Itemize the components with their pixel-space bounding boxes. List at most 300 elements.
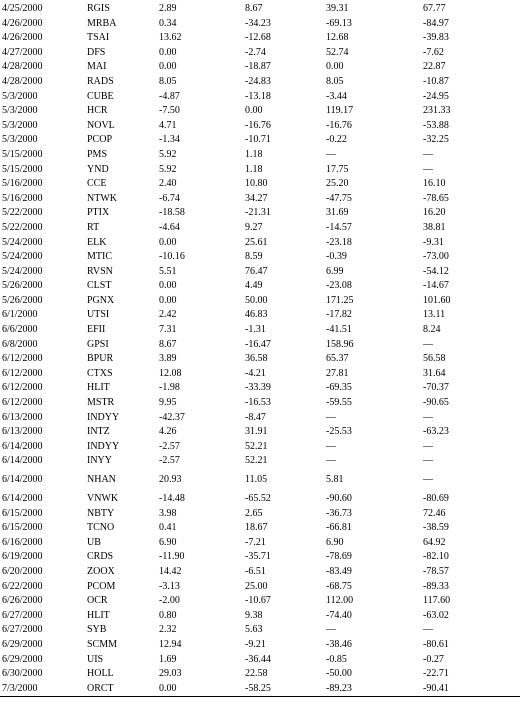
table-row (0, 294, 520, 309)
date-cell: 6/6/2000 (2, 324, 38, 336)
return-col5-cell: 119.17 (326, 105, 354, 117)
table-row (0, 653, 520, 668)
return-col5-cell: -23.08 (326, 280, 352, 292)
ticker-cell: HOLL (87, 668, 114, 680)
return-col3-cell: 29.03 (159, 668, 182, 680)
return-col4-cell: -36.44 (245, 653, 271, 665)
return-col3-cell: -42.37 (159, 411, 185, 423)
return-col3-cell: -2.57 (159, 440, 180, 452)
return-col5-cell: -66.81 (326, 522, 352, 534)
ticker-cell: MAI (87, 61, 107, 73)
return-col3-cell: 5.92 (159, 148, 177, 160)
ticker-cell: INYY (87, 455, 112, 467)
table-row (0, 440, 520, 455)
return-col4-cell: -16.76 (245, 119, 271, 131)
return-col5-cell: -38.46 (326, 638, 352, 650)
table-row (0, 425, 520, 440)
ticker-cell: SYB (87, 624, 107, 636)
return-col3-cell: 12.08 (159, 367, 182, 379)
return-col6-cell: 101.60 (423, 294, 451, 306)
return-col6-cell: -0.27 (423, 653, 444, 665)
date-cell: 4/27/2000 (2, 46, 43, 58)
return-col4-cell: 52.21 (245, 440, 268, 452)
date-cell: 5/24/2000 (2, 251, 43, 263)
return-col6-cell: 64.92 (423, 536, 446, 548)
return-col4-cell: 1.18 (245, 148, 263, 160)
table-row (0, 352, 520, 367)
table-row (0, 565, 520, 580)
return-col5-cell: -0.22 (326, 134, 347, 146)
return-col5-cell: -0.39 (326, 251, 347, 263)
return-col6-cell: 56.58 (423, 353, 446, 365)
table-row (0, 638, 520, 653)
ticker-cell: INDYY (87, 411, 120, 423)
date-cell: 6/14/2000 (2, 474, 43, 485)
return-col3-cell: 0.00 (159, 236, 177, 248)
return-col6-cell: 67.77 (423, 3, 446, 14)
return-col6-cell: -90.41 (423, 682, 520, 697)
return-col6-cell: -63.23 (423, 426, 449, 438)
date-cell: 6/26/2000 (2, 595, 43, 607)
return-col3-cell: 12.94 (159, 638, 182, 650)
return-col5-cell: 25.20 (326, 178, 349, 190)
return-col4-cell: 8.67 (245, 3, 263, 14)
ticker-cell: DFS (87, 46, 106, 58)
return-col5-cell: 0.00 (326, 61, 344, 73)
return-col5-cell: -41.51 (326, 324, 352, 336)
ticker-cell: TSAI (87, 32, 110, 44)
ticker-cell: YND (87, 163, 109, 175)
ticker-cell: INDYY (87, 440, 120, 452)
table-row (0, 521, 520, 536)
date-cell: 6/13/2000 (2, 411, 43, 423)
return-col4-cell: 11.05 (245, 474, 268, 485)
return-col4-cell: -65.52 (245, 493, 271, 504)
date-cell: 6/8/2000 (2, 338, 38, 350)
return-col4-cell: 50.00 (245, 294, 268, 306)
return-col6-cell: -24.95 (423, 90, 449, 102)
return-col6-cell: 231.33 (423, 105, 451, 117)
date-cell: 5/16/2000 (2, 178, 43, 190)
return-col4-cell: 76.47 (245, 265, 268, 277)
return-col5-cell: -68.75 (326, 580, 352, 592)
return-col5-cell: 6.90 (326, 536, 344, 548)
return-col6-cell: -63.02 (423, 609, 449, 621)
return-col6-cell: -9.31 (423, 236, 444, 248)
date-cell: 5/24/2000 (2, 265, 43, 277)
return-col6-cell: -80.69 (423, 493, 449, 504)
table-row (0, 454, 520, 469)
return-col4-cell: 9.27 (245, 221, 263, 233)
ticker-cell: INTZ (87, 426, 110, 438)
date-cell: 6/12/2000 (2, 353, 43, 365)
return-col3-cell: -4.64 (159, 221, 180, 233)
date-cell: 5/26/2000 (2, 280, 43, 292)
ticker-cell: PMS (87, 148, 108, 160)
table-row (0, 60, 520, 75)
return-col6-cell: -82.10 (423, 551, 449, 563)
return-col5-cell: 158.96 (326, 338, 354, 350)
ticker-cell: HLIT (87, 382, 110, 394)
date-cell: 5/22/2000 (2, 207, 43, 219)
return-col5-cell: 39.31 (326, 3, 349, 14)
table-row (0, 338, 520, 353)
ticker-cell: RVSN (87, 265, 113, 277)
return-col5-cell: — (326, 411, 336, 423)
returns-table-body (0, 2, 520, 697)
return-col3-cell: 4.71 (159, 119, 177, 131)
return-col3-cell: 8.05 (159, 75, 177, 87)
return-col5-cell: -59.55 (326, 397, 352, 409)
return-col3-cell: 3.89 (159, 353, 177, 365)
table-row (0, 367, 520, 382)
table-row (0, 90, 520, 105)
table-row (0, 221, 520, 236)
date-cell: 5/3/2000 (2, 119, 38, 131)
return-col5-cell: -47.75 (326, 192, 352, 204)
ticker-cell: GPSI (87, 338, 109, 350)
return-col6-cell: 8.24 (423, 324, 441, 336)
table-row (0, 594, 520, 609)
date-cell: 4/28/2000 (2, 61, 43, 73)
return-col4-cell: -6.51 (245, 565, 266, 577)
return-col6-cell: -78.57 (423, 565, 449, 577)
return-col6-cell: — (423, 440, 433, 452)
table-row (0, 236, 520, 251)
return-col3-cell: 0.80 (159, 609, 177, 621)
table-row (0, 2, 520, 17)
return-col6-cell: -54.12 (423, 265, 449, 277)
return-col4-cell: -1.31 (245, 324, 266, 336)
return-col5-cell: -83.49 (326, 565, 352, 577)
return-col6-cell: 31.64 (423, 367, 446, 379)
return-col3-cell: -2.00 (159, 595, 180, 607)
return-col4-cell: 46.83 (245, 309, 268, 321)
table-row (0, 265, 520, 280)
return-col6-cell: 16.20 (423, 207, 446, 219)
table-row (0, 580, 520, 595)
return-col4-cell: 0.00 (245, 105, 263, 117)
date-cell: 4/26/2000 (2, 32, 43, 44)
ticker-cell: MRBA (87, 17, 117, 29)
return-col6-cell: -7.62 (423, 46, 444, 58)
return-col4-cell: 1.18 (245, 163, 263, 175)
ticker-cell: HLIT (87, 609, 110, 621)
ticker-cell: MTIC (87, 251, 112, 263)
date-cell: 5/15/2000 (2, 163, 43, 175)
return-col3-cell: 2.89 (159, 3, 177, 14)
ticker-cell: ZOOX (87, 565, 115, 577)
return-col4-cell: 5.63 (245, 624, 263, 636)
return-col4-cell: 2.65 (245, 507, 263, 519)
date-cell: 4/25/2000 (2, 3, 43, 14)
return-col4-cell: 52.21 (245, 455, 268, 467)
ticker-cell: EFII (87, 324, 106, 336)
ticker-cell: MSTR (87, 397, 115, 409)
return-col3-cell: 13.62 (159, 32, 182, 44)
ticker-cell: RGIS (87, 3, 110, 14)
return-col4-cell: 25.00 (245, 580, 268, 592)
return-col6-cell: -22.71 (423, 668, 449, 680)
return-col5-cell: -16.76 (326, 119, 352, 131)
table-row (0, 250, 520, 265)
table-row (0, 396, 520, 411)
return-col5-cell: -78.69 (326, 551, 352, 563)
return-col5-cell: 31.69 (326, 207, 349, 219)
return-col5-cell: 112.00 (326, 595, 354, 607)
date-cell: 5/3/2000 (2, 90, 38, 102)
table-row (0, 46, 520, 61)
return-col6-cell: -32.25 (423, 134, 449, 146)
return-col3-cell: 0.00 (159, 294, 177, 306)
table-row (0, 31, 520, 46)
return-col6-cell: -89.33 (423, 580, 449, 592)
ticker-cell: RADS (87, 75, 114, 87)
return-col6-cell: -10.87 (423, 75, 449, 87)
return-col3-cell: 7.31 (159, 324, 177, 336)
return-col3-cell: 2.42 (159, 309, 177, 321)
return-col4-cell: -18.87 (245, 61, 271, 73)
date-cell: 6/30/2000 (2, 668, 43, 680)
return-col4-cell: 18.67 (245, 522, 268, 534)
return-col4-cell: -58.25 (245, 682, 326, 697)
return-col5-cell: — (326, 455, 336, 467)
table-row (0, 206, 520, 221)
table-row (0, 667, 520, 682)
date-cell: 6/12/2000 (2, 382, 43, 394)
return-col6-cell: -14.67 (423, 280, 449, 292)
return-col5-cell: 6.99 (326, 265, 344, 277)
ticker-cell: NBTY (87, 507, 115, 519)
return-col6-cell: 72.46 (423, 507, 446, 519)
date-cell: 6/16/2000 (2, 536, 43, 548)
date-cell: 6/20/2000 (2, 565, 43, 577)
return-col5-cell: 171.25 (326, 294, 354, 306)
return-col3-cell: -1.34 (159, 134, 180, 146)
return-col6-cell: -53.88 (423, 119, 449, 131)
return-col3-cell: 0.00 (159, 280, 177, 292)
ticker-cell: UB (87, 536, 101, 548)
return-col6-cell: -39.83 (423, 32, 449, 44)
ticker-cell: BPUR (87, 353, 114, 365)
return-col5-cell: — (326, 148, 336, 160)
return-col4-cell: -4.21 (245, 367, 266, 379)
return-col4-cell: -8.47 (245, 411, 266, 423)
return-col3-cell: 0.00 (159, 61, 177, 73)
return-col6-cell: -73.00 (423, 251, 449, 263)
ticker-cell: CRDS (87, 551, 114, 563)
date-cell: 6/19/2000 (2, 551, 43, 563)
ticker-cell: HCR (87, 105, 108, 117)
return-col5-cell: -14.57 (326, 221, 352, 233)
table-row (0, 308, 520, 323)
table-row (0, 682, 520, 697)
ticker-cell: CTXS (87, 367, 113, 379)
table-row (0, 411, 520, 426)
return-col5-cell: -17.82 (326, 309, 352, 321)
return-col5-cell: 8.05 (326, 75, 344, 87)
return-col4-cell: -10.67 (245, 595, 271, 607)
date-cell: 6/14/2000 (2, 455, 43, 467)
return-col6-cell: 13.11 (423, 309, 446, 321)
date-cell: 6/27/2000 (2, 624, 43, 636)
ticker-cell: VNWK (87, 493, 119, 504)
table-row (0, 177, 520, 192)
ticker-cell: NTWK (87, 192, 117, 204)
return-col6-cell: — (423, 624, 433, 636)
return-col4-cell: -13.18 (245, 90, 271, 102)
table-row (0, 192, 520, 207)
ticker-cell: TCNO (87, 522, 115, 534)
date-cell: 6/14/2000 (2, 440, 43, 452)
return-col6-cell: -70.37 (423, 382, 449, 394)
return-col4-cell: -2.74 (245, 46, 266, 58)
return-col5-cell: -69.35 (326, 382, 352, 394)
table-row (0, 279, 520, 294)
date-cell: 6/12/2000 (2, 367, 43, 379)
return-col5-cell: — (326, 624, 336, 636)
return-col4-cell: -21.31 (245, 207, 271, 219)
return-col3-cell: 4.26 (159, 426, 177, 438)
return-col5-cell: 17.75 (326, 163, 349, 175)
return-col6-cell: -38.59 (423, 522, 449, 534)
date-cell: 6/27/2000 (2, 609, 43, 621)
return-col5-cell: 65.37 (326, 353, 349, 365)
return-col3-cell: -4.87 (159, 90, 180, 102)
return-col6-cell: 22.87 (423, 61, 446, 73)
return-col3-cell: -14.48 (159, 493, 185, 504)
date-cell: 5/26/2000 (2, 294, 43, 306)
return-col3-cell: 0.00 (159, 46, 177, 58)
return-col5-cell: -89.23 (326, 682, 423, 697)
return-col4-cell: -33.39 (245, 382, 271, 394)
return-col3-cell: -2.57 (159, 455, 180, 467)
return-col3-cell: -6.74 (159, 192, 180, 204)
ticker-cell: ELK (87, 236, 107, 248)
ticker-cell: UTSI (87, 309, 110, 321)
date-cell: 6/1/2000 (2, 309, 38, 321)
date-cell: 5/15/2000 (2, 148, 43, 160)
table-row (0, 148, 520, 163)
return-col6-cell: -90.65 (423, 397, 449, 409)
return-col3-cell: 6.90 (159, 536, 177, 548)
date-cell: 6/29/2000 (2, 638, 43, 650)
table-row (0, 17, 520, 32)
return-col3-cell: -1.98 (159, 382, 180, 394)
return-col5-cell: 5.81 (326, 474, 344, 485)
ticker-cell: PCOP (87, 134, 113, 146)
return-col6-cell: 16.10 (423, 178, 446, 190)
return-col5-cell: -25.53 (326, 426, 352, 438)
ticker-cell: CLST (87, 280, 112, 292)
return-col5-cell: — (326, 440, 336, 452)
return-col4-cell: 25.61 (245, 236, 268, 248)
ticker-cell: PTIX (87, 207, 110, 219)
date-cell: 7/3/2000 (0, 682, 87, 697)
return-col5-cell: -69.13 (326, 17, 352, 29)
return-col4-cell: -34.23 (245, 17, 271, 29)
table-row (0, 609, 520, 624)
return-col6-cell: — (423, 163, 433, 175)
ticker-cell: NHAN (87, 474, 116, 485)
date-cell: 4/28/2000 (2, 75, 43, 87)
ticker-cell: PCOM (87, 580, 116, 592)
ticker-cell: RT (87, 221, 100, 233)
return-col5-cell: -0.85 (326, 653, 347, 665)
date-cell: 6/13/2000 (2, 426, 43, 438)
return-col4-cell: 8.59 (245, 251, 263, 263)
return-col4-cell: 10.80 (245, 178, 268, 190)
return-col3-cell: 5.51 (159, 265, 177, 277)
table-row (0, 550, 520, 565)
return-col3-cell: 3.98 (159, 507, 177, 519)
date-cell: 6/12/2000 (2, 397, 43, 409)
return-col5-cell: -74.40 (326, 609, 352, 621)
return-col6-cell: -84.97 (423, 17, 449, 29)
date-cell: 6/14/2000 (2, 493, 43, 504)
return-col3-cell: 9.95 (159, 397, 177, 409)
return-col5-cell: -23.18 (326, 236, 352, 248)
return-col6-cell: — (423, 455, 433, 467)
date-cell: 4/26/2000 (2, 17, 43, 29)
ticker-cell: PGNX (87, 294, 115, 306)
date-cell: 5/3/2000 (2, 105, 38, 117)
return-col5-cell: 52.74 (326, 46, 349, 58)
date-cell: 6/15/2000 (2, 522, 43, 534)
date-cell: 6/29/2000 (2, 653, 43, 665)
table-row (0, 469, 520, 492)
return-col6-cell: — (423, 474, 433, 485)
return-col5-cell: -90.60 (326, 493, 352, 504)
date-cell: 5/22/2000 (2, 221, 43, 233)
return-col4-cell: -16.53 (245, 397, 271, 409)
return-col6-cell: — (423, 411, 433, 423)
return-col3-cell: 2.40 (159, 178, 177, 190)
table-row (0, 163, 520, 178)
table-row (0, 119, 520, 134)
return-col3-cell: 20.93 (159, 474, 182, 485)
return-col3-cell: -11.90 (159, 551, 185, 563)
return-col4-cell: -10.71 (245, 134, 271, 146)
return-col6-cell: 38.81 (423, 221, 446, 233)
return-col3-cell: 0.34 (159, 17, 177, 29)
return-col4-cell: -24.83 (245, 75, 271, 87)
return-col4-cell: 22.58 (245, 668, 268, 680)
ticker-cell: CCE (87, 178, 107, 190)
return-col4-cell: 36.58 (245, 353, 268, 365)
return-col4-cell: -35.71 (245, 551, 271, 563)
table-row (0, 623, 520, 638)
return-col6-cell: -78.65 (423, 192, 449, 204)
table-row (0, 133, 520, 148)
return-col6-cell: 117.60 (423, 595, 451, 607)
table-row (0, 381, 520, 396)
returns-table (0, 2, 520, 697)
table-row (0, 323, 520, 338)
ticker-cell: ORCT (87, 682, 159, 697)
date-cell: 5/16/2000 (2, 192, 43, 204)
return-col4-cell: 31.91 (245, 426, 268, 438)
table-row (0, 104, 520, 119)
return-col4-cell: -16.47 (245, 338, 271, 350)
table-row (0, 492, 520, 507)
date-cell: 6/22/2000 (2, 580, 43, 592)
return-col3-cell: -18.58 (159, 207, 185, 219)
return-col3-cell: -3.13 (159, 580, 180, 592)
return-col4-cell: 4.49 (245, 280, 263, 292)
table-row (0, 75, 520, 90)
return-col3-cell: -10.16 (159, 251, 185, 263)
